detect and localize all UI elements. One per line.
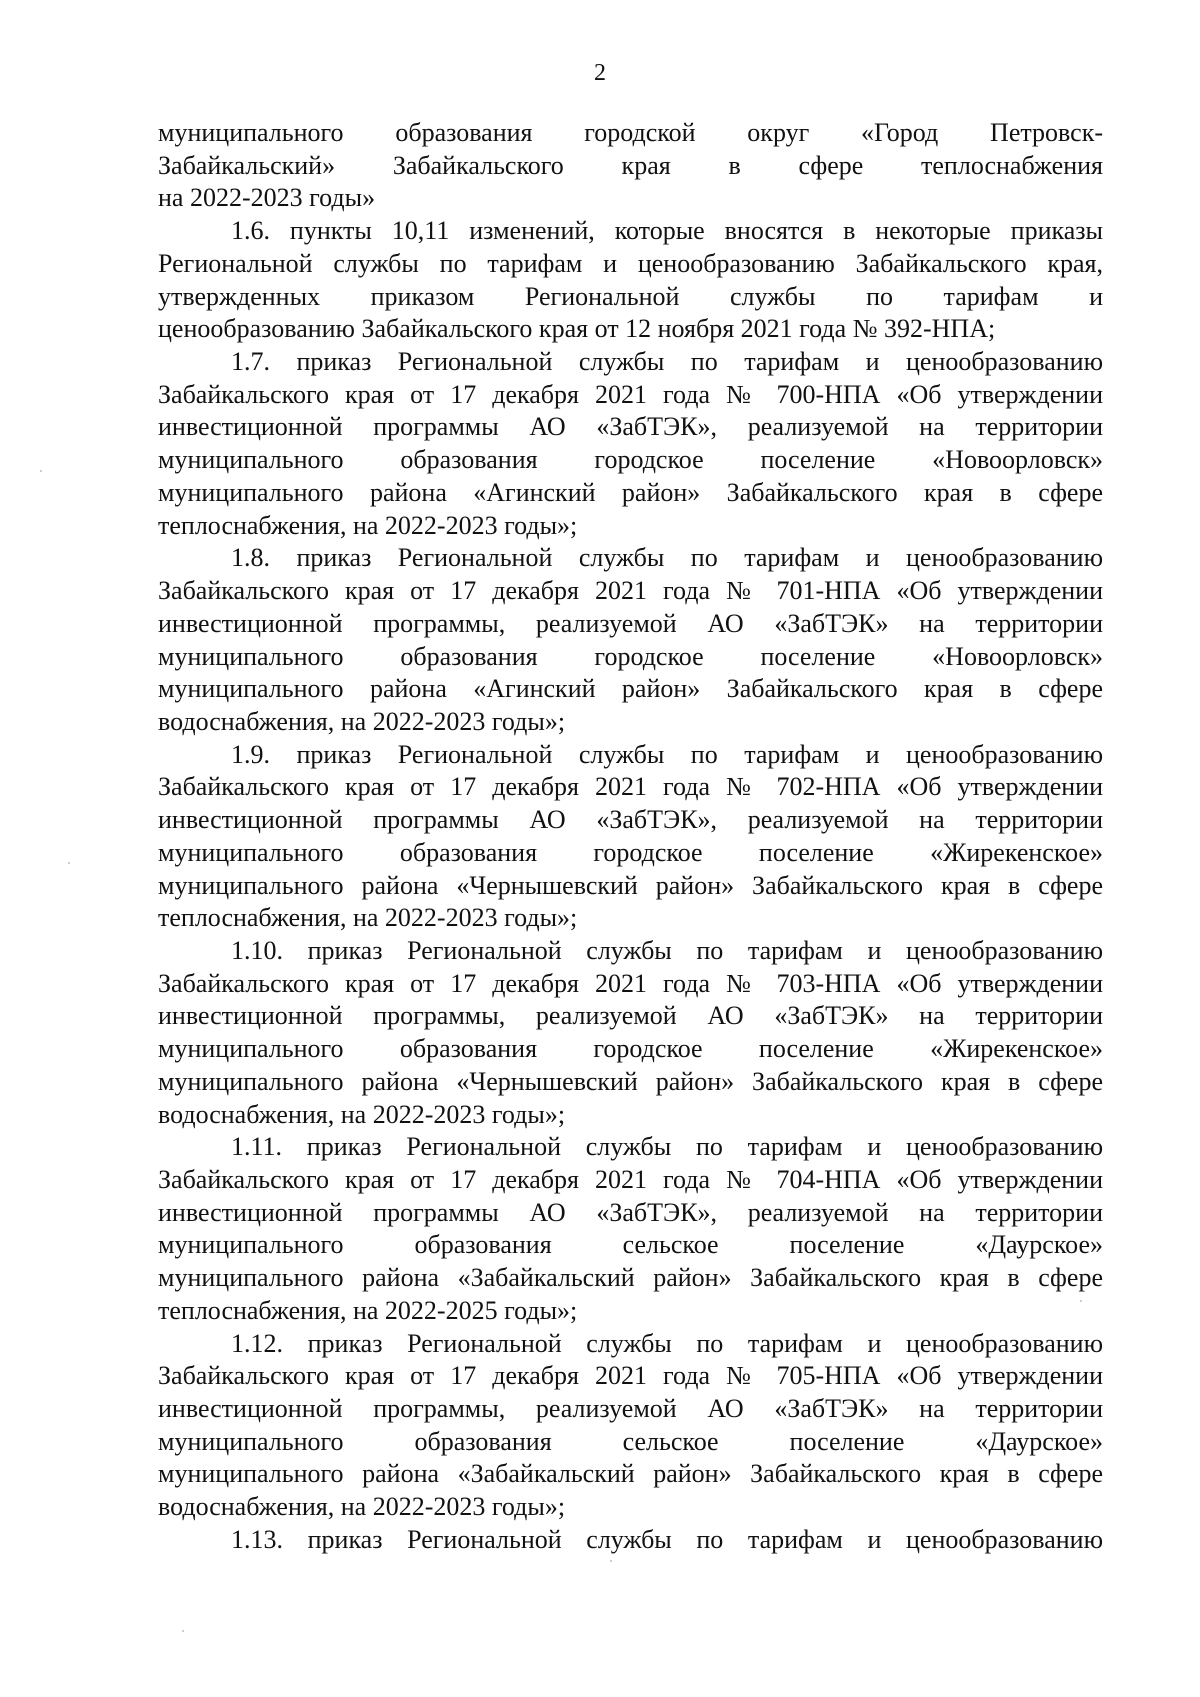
- paragraph-first-line: 1.8. приказ Региональной службы по тарифам и ценообразованию: [231, 543, 1103, 573]
- text-line: муниципального образования городской округ «Город Петровск-: [158, 118, 1103, 147]
- text-line: Забайкальского края от 17 декабря 2021 года № 703-НПА «Об утверждении: [158, 968, 1103, 998]
- scan-speck: [40, 470, 42, 472]
- text-line: ценообразованию Забайкальского края от 12 ноября 2021 года № 392-НПА;: [158, 314, 996, 344]
- text-line: инвестиционной программы АО «ЗабТЭК», реализуемой на территории: [158, 1197, 1103, 1227]
- text-line: Забайкальский» Забайкальского края в сфере теплоснабжения: [158, 150, 1103, 180]
- text-line: водоснабжения, на 2022-2023 годы»;: [158, 706, 566, 736]
- text-line: водоснабжения, на 2022-2023 годы»;: [158, 1492, 566, 1522]
- text-line: инвестиционной программы, реализуемой АО «ЗабТЭК» на территории: [158, 608, 1103, 638]
- text-line: муниципального района «Чернышевский район» Забайкальского края в сфере: [158, 870, 1103, 900]
- text-line: муниципального района «Агинский район» Забайкальского края в сфере: [158, 477, 1103, 507]
- paragraph-first-line: 1.13. приказ Региональной службы по тарифам и ценообразованию: [231, 1524, 1103, 1554]
- text-line: муниципального образования сельское поселение «Даурское»: [158, 1230, 1103, 1260]
- text-line: Забайкальского края от 17 декабря 2021 года № 704-НПА «Об утверждении: [158, 1165, 1103, 1194]
- text-line: муниципального района «Забайкальский район» Забайкальского края в сфере: [158, 1263, 1103, 1293]
- paragraph-first-line: 1.7. приказ Региональной службы по тарифам и ценообразованию: [231, 347, 1103, 377]
- text-line: Забайкальского края от 17 декабря 2021 года № 705-НПА «Об утверждении: [158, 1361, 1103, 1391]
- text-line: муниципального образования городское поселение «Новоорловск»: [158, 445, 1103, 475]
- text-line: водоснабжения, на 2022-2023 годы»;: [158, 1099, 566, 1129]
- text-line: инвестиционной программы, реализуемой АО «ЗабТЭК» на территории: [158, 1394, 1103, 1424]
- scan-speck: [68, 862, 70, 864]
- text-line: муниципального образования городское поселение «Новоорловск»: [158, 641, 1103, 671]
- paragraph-first-line: 1.10. приказ Региональной службы по тарифам и ценообразованию: [231, 935, 1103, 965]
- paragraph-first-line: 1.11. приказ Региональной службы по тарифам и ценообразованию: [231, 1132, 1103, 1162]
- text-line: Забайкальского края от 17 декабря 2021 года № 702-НПА «Об утверждении: [158, 772, 1103, 802]
- paragraph-first-line: 1.6. пункты 10,11 изменений, которые вносятся в некоторые приказы: [231, 216, 1103, 246]
- text-line: муниципального образования сельское поселение «Даурское»: [158, 1426, 1103, 1456]
- paragraph-first-line: 1.9. приказ Региональной службы по тарифам и ценообразованию: [231, 739, 1103, 769]
- text-line: инвестиционной программы АО «ЗабТЭК», реализуемой на территории: [158, 412, 1103, 442]
- text-line: Забайкальского края от 17 декабря 2021 года № 701-НПА «Об утверждении: [158, 576, 1103, 606]
- text-line: Забайкальского края от 17 декабря 2021 года № 700-НПА «Об утверждении: [158, 379, 1103, 409]
- text-line: муниципального образования городское поселение «Жирекенское»: [158, 1034, 1103, 1064]
- document-body: [158, 117, 1103, 1557]
- text-line: теплоснабжения, на 2022-2025 годы»;: [158, 1295, 578, 1325]
- text-line: утвержденных приказом Региональной службы по тарифам и: [158, 281, 1103, 311]
- paragraph-first-line: 1.12. приказ Региональной службы по тарифам и ценообразованию: [231, 1328, 1103, 1358]
- text-line: инвестиционной программы, реализуемой АО «ЗабТЭК» на территории: [158, 1001, 1103, 1031]
- text-line: муниципального района «Забайкальский район» Забайкальского края в сфере: [158, 1459, 1103, 1489]
- scan-speck: [610, 1560, 612, 1562]
- page-number: 2: [594, 60, 606, 86]
- scan-speck: [1080, 1300, 1082, 1302]
- text-line: теплоснабжения, на 2022-2023 годы»;: [158, 510, 578, 540]
- text-line: муниципального района «Чернышевский район» Забайкальского края в сфере: [158, 1066, 1103, 1096]
- text-line: Региональной службы по тарифам и ценообразованию Забайкальского края,: [158, 248, 1103, 278]
- text-line: муниципального образования городское поселение «Жирекенское»: [158, 837, 1103, 867]
- text-line: муниципального района «Агинский район» Забайкальского края в сфере: [158, 674, 1103, 704]
- text-line: инвестиционной программы АО «ЗабТЭК», реализуемой на территории: [158, 805, 1103, 835]
- text-line: на 2022-2023 годы»: [158, 183, 376, 213]
- scan-speck: [182, 1630, 184, 1632]
- text-line: теплоснабжения, на 2022-2023 годы»;: [158, 903, 578, 933]
